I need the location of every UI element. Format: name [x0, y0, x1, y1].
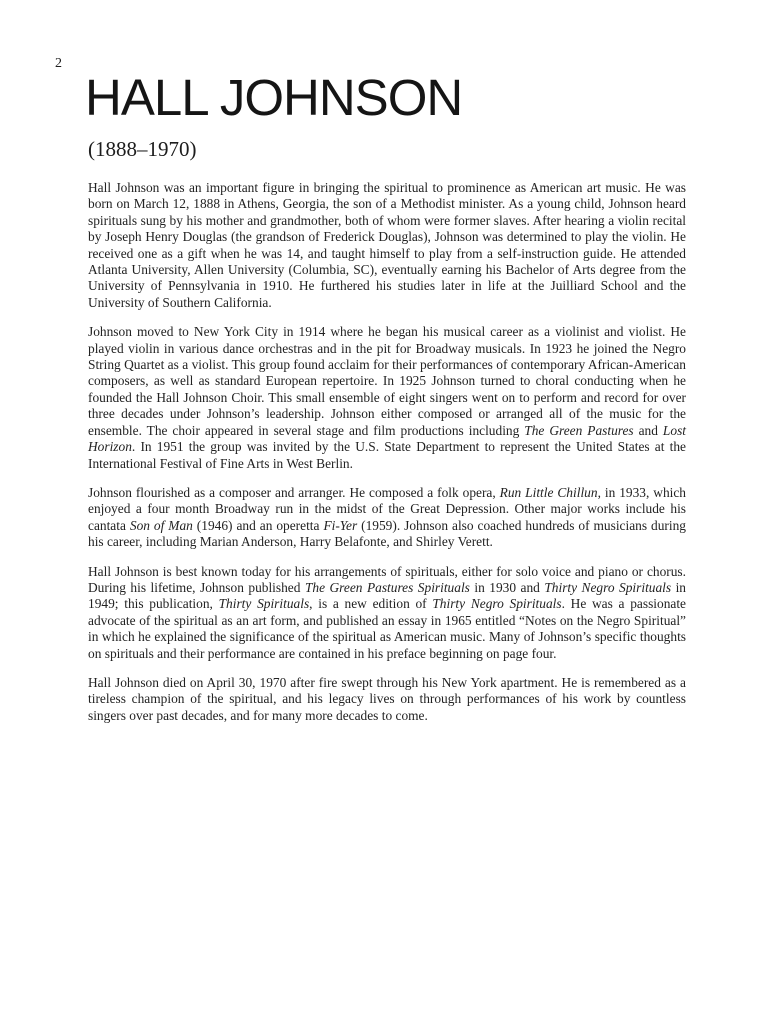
paragraph	[88, 324, 686, 472]
text-segment: in 1930 and	[469, 579, 545, 595]
text-segment: Hall Johnson is best known today for his arrangements of spirituals, either for solo voice and piano or chorus. During his lifetime, Johnson published	[88, 563, 686, 595]
text-segment: and	[633, 422, 663, 438]
work-title: Thirty Spirituals	[218, 596, 310, 612]
text-segment: Hall Johnson was an important figure in bringing the spiritual to prominence as American art music. He was born on March 12, 1888 in Athens, Georgia, the son of a Methodist minister. As a young child, Johnson heard spirituals sung by his mother and grandmother, both of whom were former slaves. After hearing a violin recital by Joseph Henry Douglas (the grandson of Frederick Douglas), Johnson was determined to play the violin. He received one as a gift when he was 14, and taught himself to play from a self-instruction guide. He attended Atlanta University, Allen University (Columbia, SC), eventually earning his Bachelor of Arts degree from the University of Pennsylvania in 1910. He furthered his studies later in life at the Juilliard School and the University of Southern California.	[88, 180, 686, 310]
text-segment: Hall Johnson died on April 30, 1970 after fire swept through his New York apartment. He is remembered as a tireless champion of the spiritual, and his legacy lives on through performances of his work by countless singers over past decades, and for many more decades to come.	[88, 674, 686, 723]
text-segment: Johnson flourished as a composer and arranger. He composed a folk opera,	[88, 484, 500, 500]
page-title: HALL JOHNSON	[85, 69, 463, 126]
work-title: The Green Pastures Spirituals	[304, 579, 470, 595]
biography-text	[88, 180, 686, 737]
work-title: The Green Pastures	[524, 422, 634, 438]
text-segment: (1959). Johnson also coached hundreds of musicians during his career, including Marian Anderson, Harry Belafonte, and Shirley Verett.	[88, 517, 686, 550]
text-segment: . In 1951 the group was invited by the U.S. State Department to represent the United States at the International Festival of Fine Arts in West Berlin.	[88, 439, 686, 471]
text-segment: , is a new edition of	[309, 596, 433, 612]
work-title: Son of Man	[129, 517, 193, 533]
paragraph	[88, 485, 686, 551]
paragraph	[88, 675, 686, 724]
work-title: Fi-Yer	[323, 517, 358, 533]
text-segment: (1946) and an operetta	[192, 517, 324, 533]
paragraph	[88, 564, 686, 662]
text-segment: , in 1933, which enjoyed a four month Broadway run in the midst of the Great Depression. Other major works include his cantata	[88, 484, 686, 533]
life-dates: (1888–1970)	[88, 137, 197, 161]
work-title: Lost Horizon	[88, 422, 686, 455]
text-segment: Johnson moved to New York City in 1914 where he began his musical career as a violinist and violist. He played violin in various dance orchestras and in the pit for Broadway musicals. In 1923 he joined the Negro String Quartet as a violist. This group found acclaim for their performances of contemporary African-American composers, as well as standard European repertoire. In 1925 Johnson turned to choral conducting when he founded the Hall Johnson Choir. This small ensemble of eight singers went on to perform and record for over three decades under Johnson’s leadership. Johnson either composed or arranged all of the music for the ensemble. The choir appeared in several stage and film productions including	[88, 324, 686, 438]
work-title: Thirty Negro Spirituals	[432, 596, 562, 612]
work-title: Run Little Chillun	[499, 484, 598, 500]
page-number: 2	[55, 56, 62, 71]
text-segment: . He was a passionate advocate of the spiritual as an art form, and published an essay in 1965 entitled “Notes on the Negro Spiritual” in which he explained the significance of the spiritual as American music. Many of Johnson’s specific thoughts on spirituals and their performance are contained in his preface beginning on page four.	[88, 596, 687, 661]
paragraph	[88, 180, 686, 311]
work-title: Thirty Negro Spirituals	[544, 579, 672, 595]
text-segment: in 1949; this publication,	[88, 579, 687, 612]
